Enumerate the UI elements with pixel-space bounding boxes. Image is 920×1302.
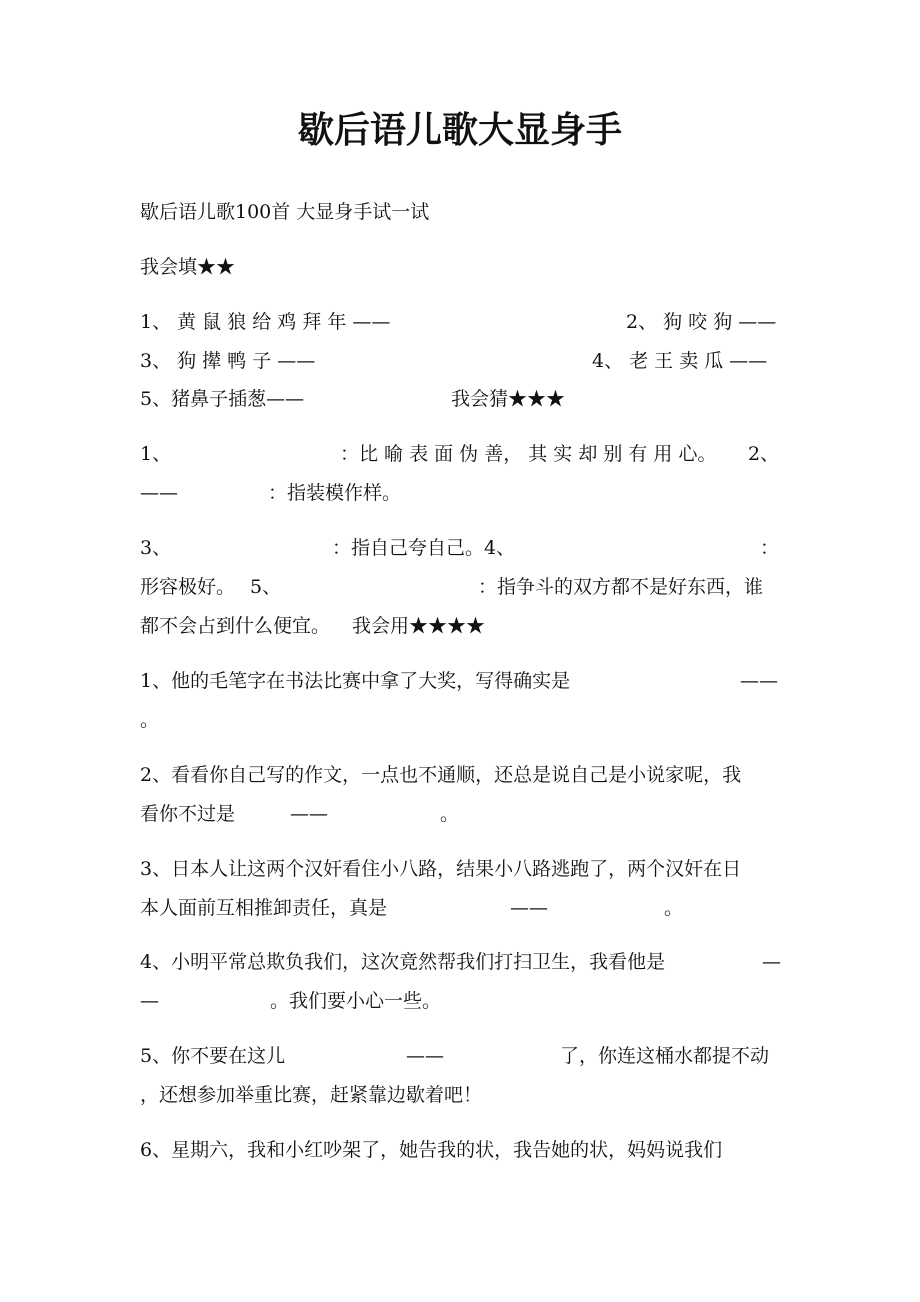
guess-item-1-text: ：比 喻 表 面 伪 善， 其 实 却 别 有 用 心。 (340, 443, 717, 465)
use-item-1-end: 。 (140, 709, 160, 731)
use-item-5-middle: 了，你连这桶水都提不动 (560, 1045, 770, 1067)
guess-item-1-number: 1、 (140, 443, 172, 465)
fill-item-5: 5、猪鼻子插葱—— (140, 388, 305, 410)
use-item-3-prefix: 本人面前互相推卸责任，真是 (140, 897, 388, 919)
guess-item-4-colon: ： (760, 537, 780, 559)
use-item-3-dash: —— (510, 897, 548, 919)
guess-item-3-number: 3、 (140, 537, 172, 559)
use-item-5-line2: ，还想参加举重比赛，赶紧靠边歇着吧！ (140, 1084, 483, 1106)
fill-item-4: 4、 老 王 卖 瓜 —— (592, 350, 768, 372)
use-item-6-text: 6、星期六，我和小红吵架了，她告我的状，我告她的状，妈妈说我们 (140, 1139, 723, 1161)
use-item-4-text: 4、小明平常总欺负我们，这次竟然帮我们打扫卫生，我看他是 (140, 951, 666, 973)
use-item-2-dash: —— (290, 803, 328, 825)
guess-item-5-number: 5、 (250, 576, 282, 598)
guess-item-5-text: ：指争斗的双方都不是好东西，谁 (478, 576, 764, 598)
guess-item-3-text: ：指自己夸自己。4、 (332, 537, 516, 559)
use-item-2-end: 。 (440, 803, 460, 825)
use-item-3-line1: 3、日本人让这两个汉奸看住小八路，结果小八路逃跑了，两个汉奸在日 (140, 858, 742, 880)
use-item-4-end: 。我们要小心一些。 (270, 990, 442, 1012)
use-item-2-prefix: 看你不过是 (140, 803, 236, 825)
guess-item-5-continuation: 都不会占到什么便宜。 (140, 615, 331, 637)
use-item-5-dash: —— (406, 1045, 444, 1067)
use-item-4-dash-a: — (762, 951, 781, 973)
guess-item-2-dash: —— (140, 482, 178, 504)
document-title: 歇后语儿歌大显身手 (297, 109, 622, 151)
guess-item-4-text: 形容极好。 (140, 576, 236, 598)
guess-item-2-number: 2、 (748, 443, 780, 465)
use-item-1-text: 1、他的毛笔字在书法比赛中拿了大奖，写得确实是 (140, 670, 571, 692)
use-item-3-end: 。 (664, 897, 684, 919)
use-item-2-text: 2、看看你自己写的作文，一点也不通顺，还总是说自己是小说家呢，我 (140, 764, 742, 786)
use-item-4-dash-b: — (140, 990, 159, 1012)
use-item-1-dash: —— (740, 670, 778, 692)
guess-item-2-text: ：指装模作样。 (268, 482, 402, 504)
section-fill-heading: 我会填★★ (140, 256, 236, 278)
fill-item-1: 1、 黄 鼠 狼 给 鸡 拜 年 —— (140, 311, 391, 333)
use-item-2-line1 (140, 766, 780, 785)
fill-item-2: 2、 狗 咬 狗 —— (626, 311, 777, 333)
use-item-5-prefix: 5、你不要在这儿 (140, 1045, 286, 1067)
subtitle: 歇后语儿歌100首 大显身手试一试 (140, 201, 430, 223)
section-guess-heading: 我会猜★★★ (451, 388, 566, 410)
section-use-heading: 我会用★★★★ (352, 615, 486, 637)
fill-item-3: 3、 狗 撵 鸭 子 —— (140, 350, 316, 372)
